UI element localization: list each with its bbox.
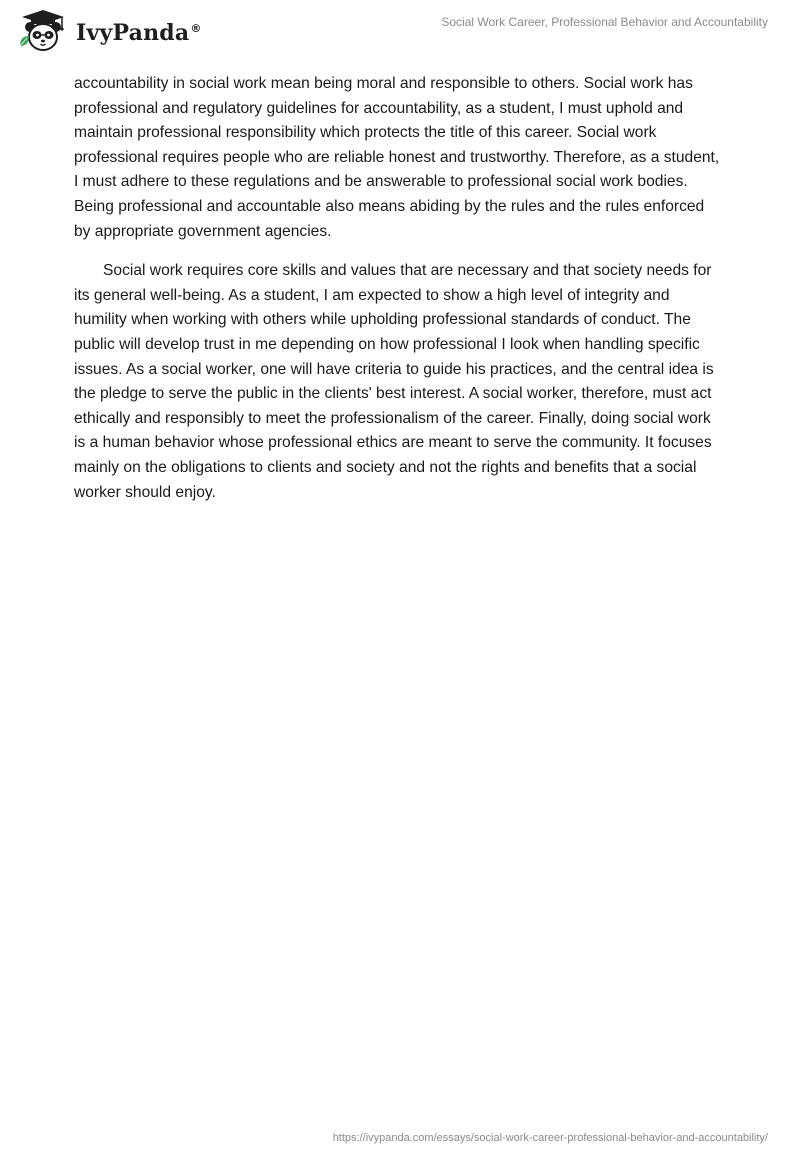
panda-graduate-icon bbox=[14, 8, 72, 54]
essay-body bbox=[74, 72, 724, 520]
paragraph: Social work requires core skills and values that are necessary and that society needs for its general well-being. As a student, I am expected to show a high level of integrity and humility when working with others while upholding professional standards of conduct. The public will develop trust in me depending on how professional I look when handling specific issues. As a social worker, one will have criteria to guide his practices, and the central idea is the pledge to serve the public in the clients' best interest. A social worker, therefore, must act ethically and responsibly to meet the professionalism of the career. Finally, doing social work is a human behavior whose professional ethics are meant to serve the community. It focuses mainly on the obligations to clients and society and not the rights and benefits that a social worker should enjoy. bbox=[74, 262, 714, 501]
document-title: Social Work Career, Professional Behavior and Accountability bbox=[441, 15, 768, 29]
registered-mark: ® bbox=[190, 21, 202, 35]
brand-name: IvyPanda® bbox=[76, 20, 202, 46]
source-url[interactable]: https://ivypanda.com/essays/social-work-career-professional-behavior-and-accountability/ bbox=[332, 1132, 768, 1144]
ivypanda-logo[interactable] bbox=[14, 8, 202, 54]
page-header bbox=[0, 0, 800, 62]
paragraph: accountability in social work mean being moral and responsible to others. Social work has professional and regulatory guidelines for accountability, as a student, I must uphold and maintain professional responsibility which protects the title of this career. Social work professional requires people who are reliable honest and trustworthy. Therefore, as a student, I must adhere to these regulations and be answerable to professional social work bodies. Being professional and accountable also means abiding by the rules and the rules enforced by appropriate government agencies. bbox=[74, 75, 720, 240]
